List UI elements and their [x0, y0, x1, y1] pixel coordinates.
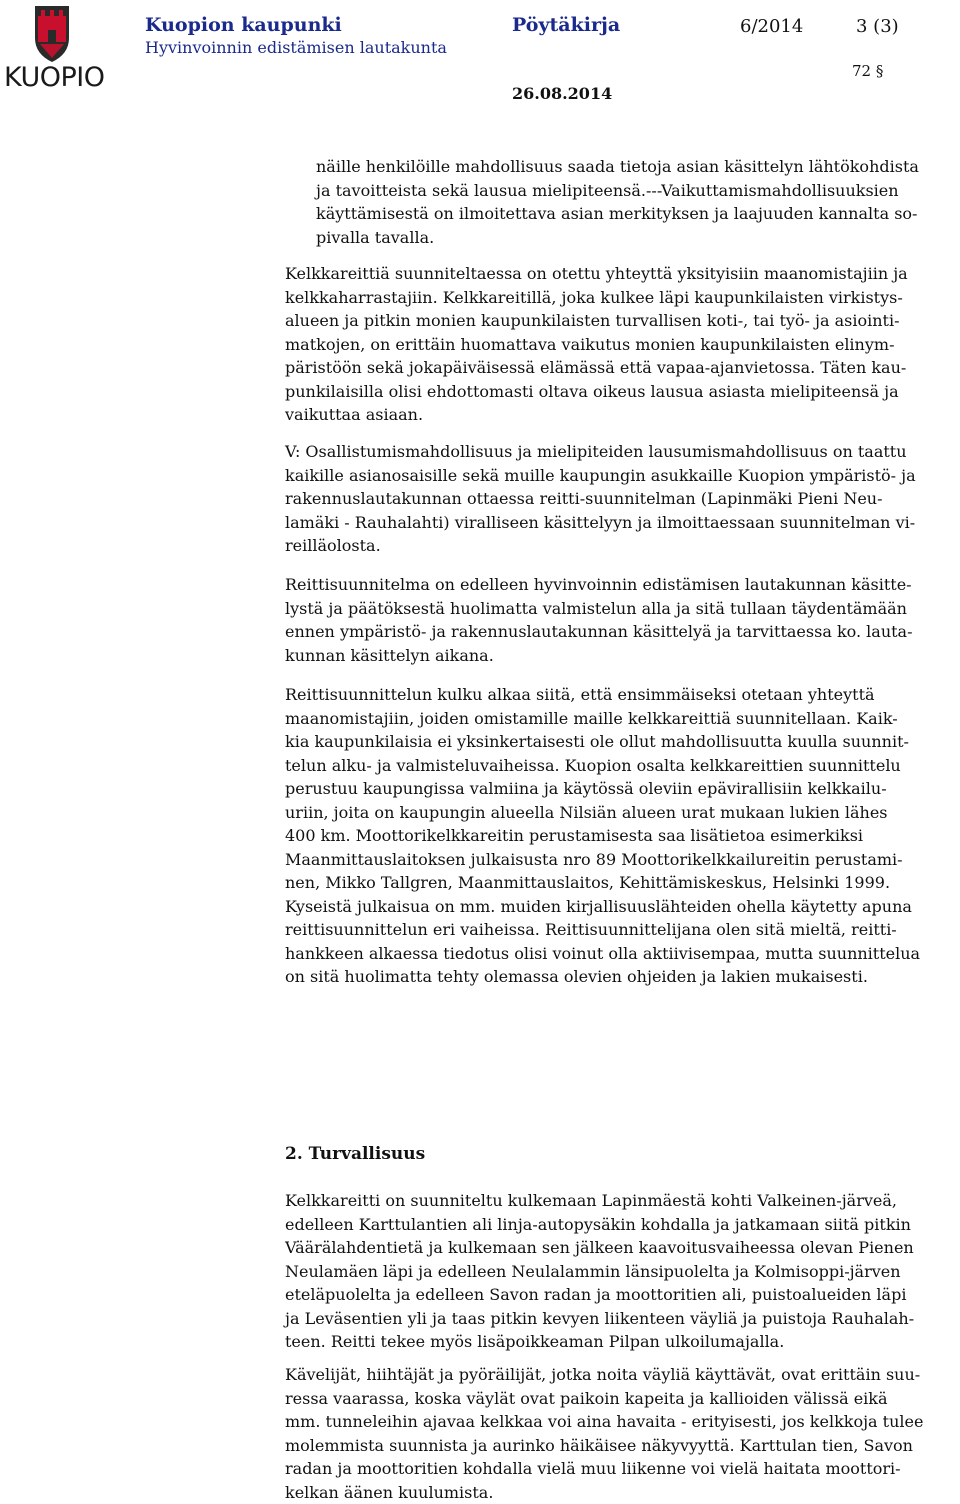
text-line: alueen ja pitkin monien kaupunkilaisten turvallisen koti-, tai työ- ja asiointi-	[285, 309, 908, 333]
paragraph	[285, 440, 916, 558]
paragraph	[316, 155, 919, 249]
text-line: Kelkkareittiä suunniteltaessa on otettu yhteyttä yksityisiin maanomistajiin ja	[285, 262, 908, 286]
text-line: perustuu kaupungissa valmiina ja käytössä oleviin epävirallisiin kelkkailu-	[285, 777, 920, 801]
text-line: Reittisuunnitelma on edelleen hyvinvoinnin edistämisen lautakunnan käsitte-	[285, 573, 913, 597]
text-line: kia kaupunkilaisia ei yksinkertaisesti ole ollut mahdollisuutta kuulla suunnit-	[285, 730, 920, 754]
paragraph	[285, 683, 920, 989]
text-line: 400 km. Moottorikelkkareitin perustamisesta saa lisätietoa esimerkiksi	[285, 824, 920, 848]
text-line: teen. Reitti tekee myös lisäpoikkeaman Pilpan ulkoilumajalla.	[285, 1330, 914, 1354]
text-line: ressa vaarassa, koska väylät ovat paikoin kapeita ja kallioiden välissä eikä	[285, 1387, 923, 1411]
text-line: ja tavoitteista sekä lausua mielipiteensä.---Vaikuttamismahdollisuuksien	[316, 179, 919, 203]
text-line: kunnan käsittelyn aikana.	[285, 644, 913, 668]
paragraph	[285, 1363, 923, 1504]
page-number: 3 (3)	[856, 16, 899, 37]
text-line: edelleen Karttulantien ali linja-autopysäkin kohdalla ja jatkamaan siitä pitkin	[285, 1213, 914, 1237]
coat-of-arms-icon	[4, 4, 100, 64]
text-line: hankkeen alkaessa tiedotus olisi voinut olla aktiivisempaa, mutta suunnittelua	[285, 942, 920, 966]
logo-text: KUOPIO	[4, 62, 100, 93]
text-line: on sitä huolimatta tehty olemassa olevien ohjeiden ja lakien mukaisesti.	[285, 965, 920, 989]
text-line: Reittisuunnittelun kulku alkaa siitä, että ensimmäiseksi otetaan yhteyttä	[285, 683, 920, 707]
text-line: molemmista suunnista ja aurinko häikäisee näkyvyyttä. Karttulan tien, Savon	[285, 1434, 923, 1458]
organization-name: Kuopion kaupunki	[145, 14, 342, 36]
document-type: Pöytäkirja	[512, 14, 620, 36]
text-line: V: Osallistumismahdollisuus ja mielipiteiden lausumismahdollisuus on taattu	[285, 440, 916, 464]
text-line: Kelkkareitti on suunniteltu kulkemaan Lapinmäestä kohti Valkeinen-järveä,	[285, 1189, 914, 1213]
section-heading: 2. Turvallisuus	[285, 1144, 425, 1164]
text-line: radan ja moottoritien kohdalla vielä muu liikenne voi vielä haitata moottori-	[285, 1457, 923, 1481]
paragraph	[285, 1189, 914, 1354]
meeting-date: 26.08.2014	[512, 84, 612, 103]
text-line: reilläolosta.	[285, 534, 916, 558]
committee-name: Hyvinvoinnin edistämisen lautakunta	[145, 38, 447, 57]
document-number: 6/2014	[740, 16, 803, 37]
text-line: telun alku- ja valmisteluvaiheissa. Kuopion osalta kelkkareittien suunnittelu	[285, 754, 920, 778]
text-line: mm. tunneleihin ajavaa kelkkaa voi aina havaita - erityisesti, jos kelkkoja tulee	[285, 1410, 923, 1434]
text-line: kelkan äänen kuulumista.	[285, 1481, 923, 1504]
text-line: päristöön sekä jokapäiväisessä elämässä että vapaa-ajanvietossa. Täten kau-	[285, 356, 908, 380]
text-line: Väärälahdentietä ja kulkemaan sen jälkeen kaavoitusvaiheessa olevan Pienen	[285, 1236, 914, 1260]
paragraph	[285, 262, 908, 427]
text-line: kaikille asianosaisille sekä muille kaupungin asukkaille Kuopion ympäristö- ja	[285, 464, 916, 488]
text-line: lamäki - Rauhalahti) viralliseen käsittelyyn ja ilmoittaessaan suunnitelman vi-	[285, 511, 916, 535]
text-line: ja Leväsentien yli ja taas pitkin kevyen liikenteen väyliä ja puistoja Rauhalah-	[285, 1307, 914, 1331]
text-line: vaikuttaa asiaan.	[285, 403, 908, 427]
text-line: reittisuunnittelun eri vaiheissa. Reittisuunnittelijana olen sitä mieltä, reitti-	[285, 918, 920, 942]
text-line: kelkkaharrastajiin. Kelkkareitillä, joka kulkee läpi kaupunkilaisten virkistys-	[285, 286, 908, 310]
document-header	[0, 0, 960, 110]
text-line: Maanmittauslaitoksen julkaisusta nro 89 Moottorikelkkailureitin perustami-	[285, 848, 920, 872]
text-line: pivalla tavalla.	[316, 226, 919, 250]
text-line: punkilaisilla olisi ehdottomasti oltava oikeus lausua asiasta mielipiteensä ja	[285, 380, 908, 404]
text-line: Kyseistä julkaisua on mm. muiden kirjallisuuslähteiden ohella käytetty apuna	[285, 895, 920, 919]
text-line: nen, Mikko Tallgren, Maanmittauslaitos, Kehittämiskeskus, Helsinki 1999.	[285, 871, 920, 895]
text-line: uriin, joita on kaupungin alueella Nilsiän alueen urat mukaan lukien lähes	[285, 801, 920, 825]
section-number: 72 §	[852, 62, 883, 80]
text-line: matkojen, on erittäin huomattava vaikutus monien kaupunkilaisten elinym-	[285, 333, 908, 357]
text-line: näille henkilöille mahdollisuus saada tietoja asian käsittelyn lähtökohdista	[316, 155, 919, 179]
text-line: Neulamäen läpi ja edelleen Neulalammin länsipuolelta ja Kolmisoppi-järven	[285, 1260, 914, 1284]
text-line: maanomistajiin, joiden omistamille maille kelkkareittiä suunnitellaan. Kaik-	[285, 707, 920, 731]
text-line: rakennuslautakunnan ottaessa reitti-suunnitelman (Lapinmäki Pieni Neu-	[285, 487, 916, 511]
text-line: ennen ympäristö- ja rakennuslautakunnan käsittelyä ja tarvittaessa ko. lauta-	[285, 620, 913, 644]
text-line: lystä ja päätöksestä huolimatta valmistelun alla ja sitä tullaan täydentämään	[285, 597, 913, 621]
text-line: eteläpuolelta ja edelleen Savon radan ja moottoritien ali, puistoalueiden läpi	[285, 1283, 914, 1307]
paragraph	[285, 573, 913, 667]
text-line: käyttämisestä on ilmoitettava asian merkityksen ja laajuuden kannalta so-	[316, 202, 919, 226]
text-line: Kävelijät, hiihtäjät ja pyöräilijät, jotka noita väyliä käyttävät, ovat erittäin suu-	[285, 1363, 923, 1387]
